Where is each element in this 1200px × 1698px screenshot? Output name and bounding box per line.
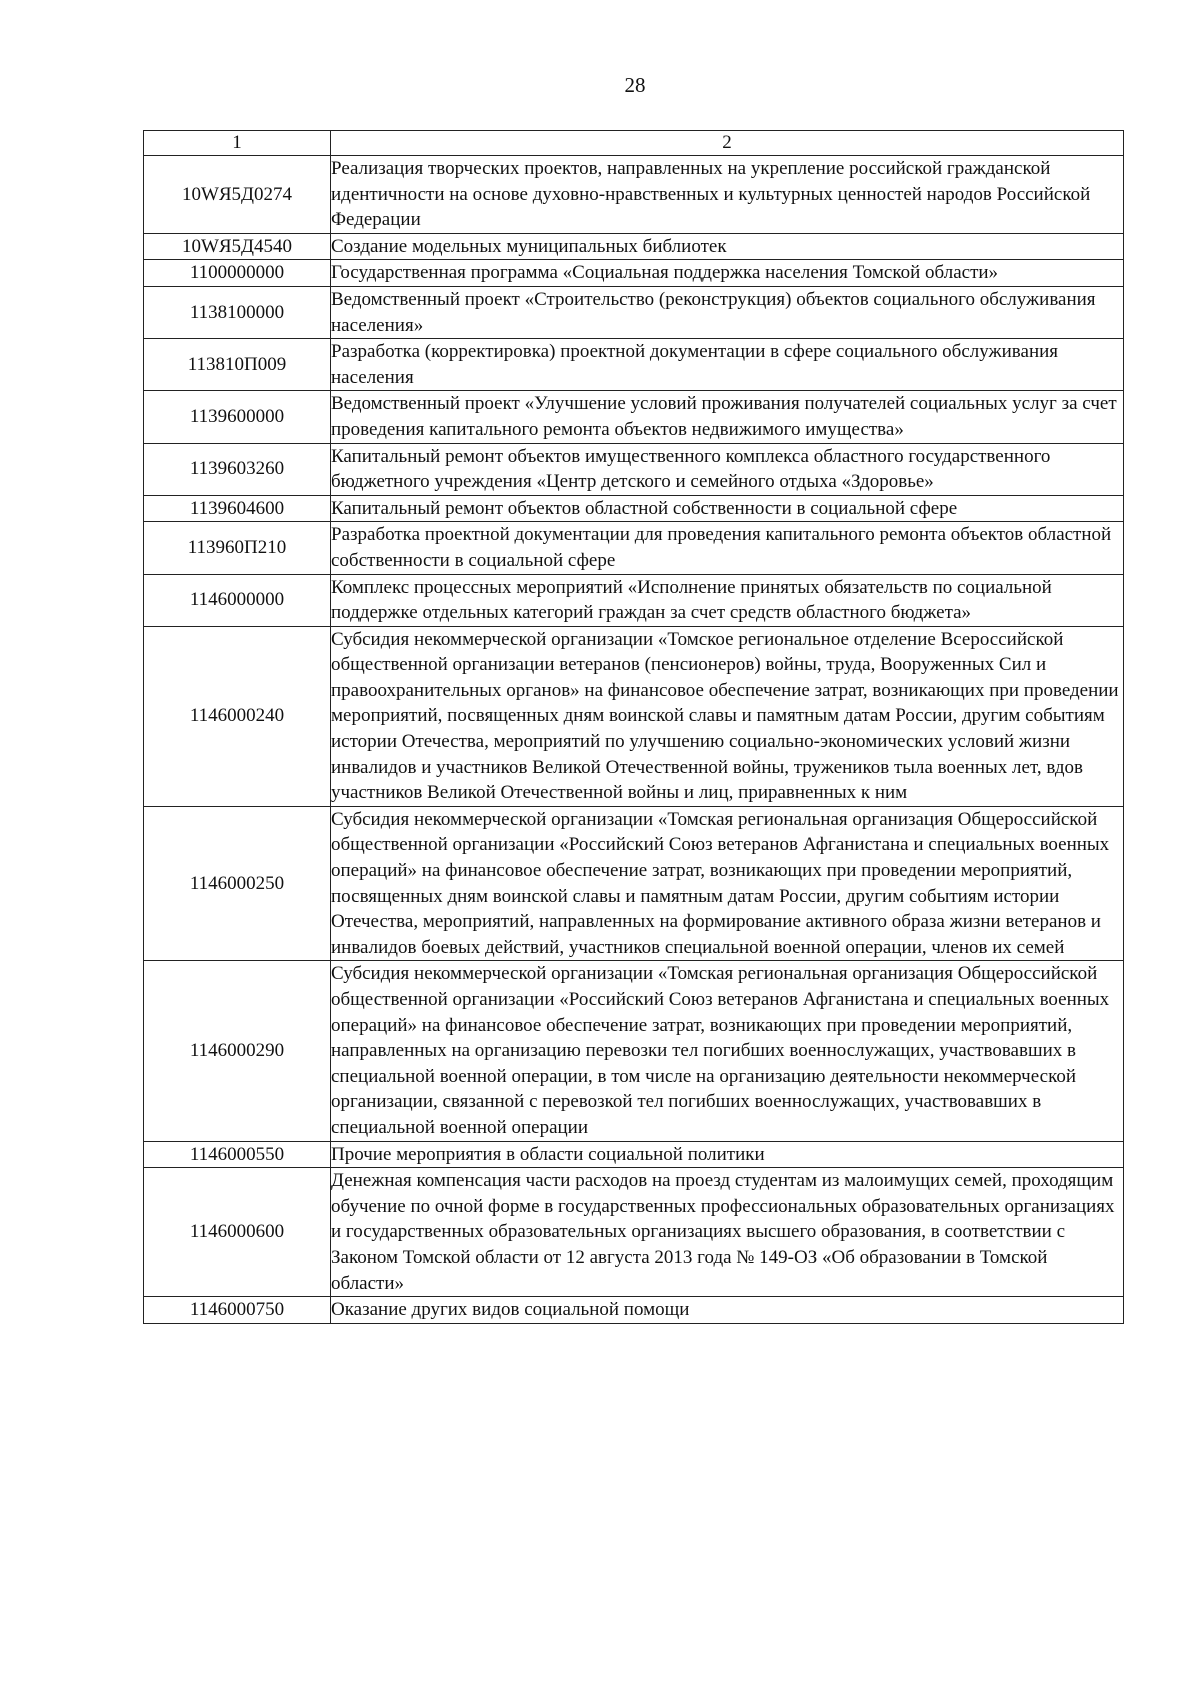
row-code: 113810П009	[144, 339, 331, 391]
budget-classification-table	[143, 130, 1124, 1324]
row-name: Разработка (корректировка) проектной документации в сфере социального обслуживания населения	[331, 339, 1124, 391]
table-row	[144, 574, 1124, 626]
row-name: Субсидия некоммерческой организации «Томское региональное отделение Всероссийской общественной организации ветеранов (пенсионеров) войны, труда, Вооруженных Сил и правоохранительных органов» на финансовое обеспечение затрат, возникающих при проведении мероприятий, посвященных дням воинской славы и памятным датам России, другим событиям истории Отечества, мероприятий по улучшению социально-экономических условий жизни инвалидов и участников Великой Отечественной войны, тружеников тыла военных лет, вдов участников Великой Отечественной войны и лиц, приравненных к ним	[331, 626, 1124, 806]
table-row	[144, 233, 1124, 260]
column-header-name: 2	[331, 131, 1124, 156]
row-code: 10WЯ5Д4540	[144, 233, 331, 260]
table-row	[144, 1141, 1124, 1168]
row-name: Прочие мероприятия в области социальной политики	[331, 1141, 1124, 1168]
table-row	[144, 391, 1124, 443]
table-row	[144, 961, 1124, 1141]
table-row	[144, 1168, 1124, 1297]
table-row	[144, 1297, 1124, 1324]
row-code: 1139604600	[144, 495, 331, 522]
row-code: 1100000000	[144, 260, 331, 287]
row-name: Субсидия некоммерческой организации «Томская региональная организация Общероссийской общественной организации «Российский Союз ветеранов Афганистана и специальных военных операций» на финансовое обеспечение затрат, возникающих при проведении мероприятий, направленных на организацию перевозки тел погибших военнослужащих, участвовавших в специальной военной операции, в том числе на организацию деятельности некоммерческой организации, связанной с перевозкой тел погибших военнослужащих, участвовавших в специальной военной операции	[331, 961, 1124, 1141]
table-row	[144, 522, 1124, 574]
row-code: 1146000290	[144, 961, 331, 1141]
row-code: 113960П210	[144, 522, 331, 574]
row-name: Ведомственный проект «Улучшение условий проживания получателей социальных услуг за счет проведения капитального ремонта объектов недвижимого имущества»	[331, 391, 1124, 443]
row-name: Реализация творческих проектов, направленных на укрепление российской гражданской идентичности на основе духовно-нравственных и культурных ценностей народов Российской Федерации	[331, 156, 1124, 234]
row-name: Капитальный ремонт объектов имущественного комплекса областного государственного бюджетного учреждения «Центр детского и семейного отдыха «Здоровье»	[331, 443, 1124, 495]
table-row	[144, 339, 1124, 391]
page-number: 28	[624, 73, 646, 97]
row-code: 1146000600	[144, 1168, 331, 1297]
column-header-code: 1	[144, 131, 331, 156]
row-code: 1139603260	[144, 443, 331, 495]
row-name: Капитальный ремонт объектов областной собственности в социальной сфере	[331, 495, 1124, 522]
row-code: 1146000240	[144, 626, 331, 806]
row-code: 1146000750	[144, 1297, 331, 1324]
row-code: 1146000000	[144, 574, 331, 626]
row-name: Государственная программа «Социальная поддержка населения Томской области»	[331, 260, 1124, 287]
row-code: 10WЯ5Д0274	[144, 156, 331, 234]
row-code: 1139600000	[144, 391, 331, 443]
row-code: 1146000550	[144, 1141, 331, 1168]
row-name: Создание модельных муниципальных библиотек	[331, 233, 1124, 260]
row-name: Разработка проектной документации для проведения капитального ремонта объектов областной собственности в социальной сфере	[331, 522, 1124, 574]
table-row	[144, 495, 1124, 522]
row-name: Комплекс процессных мероприятий «Исполнение принятых обязательств по социальной поддержке отдельных категорий граждан за счет средств областного бюджета»	[331, 574, 1124, 626]
row-name: Ведомственный проект «Строительство (реконструкция) объектов социального обслуживания населения»	[331, 286, 1124, 338]
row-code: 1138100000	[144, 286, 331, 338]
table-header-row	[144, 131, 1124, 156]
row-name: Оказание других видов социальной помощи	[331, 1297, 1124, 1324]
row-name: Субсидия некоммерческой организации «Томская региональная организация Общероссийской общественной организации «Российский Союз ветеранов Афганистана и специальных военных операций» на финансовое обеспечение затрат, возникающих при проведении мероприятий, посвященных дням воинской славы и памятным датам России, другим событиям истории Отечества, мероприятий, направленных на формирование активного образа жизни ветеранов и инвалидов боевых действий, участников специальной военной операции, членов их семей	[331, 806, 1124, 961]
table-row	[144, 806, 1124, 961]
table-row	[144, 156, 1124, 234]
table-row	[144, 443, 1124, 495]
table-row	[144, 260, 1124, 287]
table-row	[144, 286, 1124, 338]
row-name: Денежная компенсация части расходов на проезд студентам из малоимущих семей, проходящим обучение по очной форме в государственных профессиональных образовательных организациях и государственных образовательных организациях высшего образования, в соответствии с Законом Томской области от 12 августа 2013 года № 149-ОЗ «Об образовании в Томской области»	[331, 1168, 1124, 1297]
table-row	[144, 626, 1124, 806]
row-code: 1146000250	[144, 806, 331, 961]
